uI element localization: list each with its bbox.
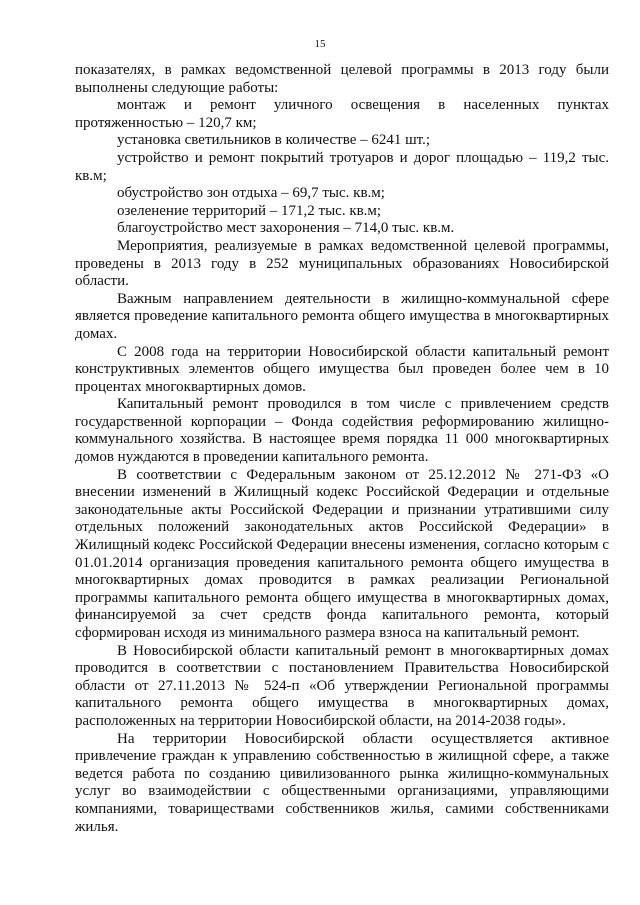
paragraph: На территории Новосибирской области осуществляется активное привлечение граждан к управлению собственностью в жилищной сфере, а также ведется работа по созданию цивилизованного рынка жилищно-коммунальных услуг во взаимодействии с общественными организациями, управляющими компаниями, товариществами собственников жилья, самими собственниками жилья. (75, 730, 609, 835)
paragraph: Мероприятия, реализуемые в рамках ведомственной целевой программы, проведены в 2013 году в 252 муниципальных образованиях Новосибирской области. (75, 237, 609, 290)
document-body (75, 62, 609, 836)
paragraph: обустройство зон отдыха – 69,7 тыс. кв.м; (117, 185, 385, 202)
paragraph: установка светильников в количестве – 6241 шт.; (117, 132, 431, 149)
page-number: 15 (314, 38, 326, 50)
paragraph: В соответствии с Федеральным законом от 25.12.2012 № 271-ФЗ «О внесении изменений в Жилищный кодекс Российской Федерации и отдельные законодательные акты Российской Федерации и признании утратившими силу отдельных положений законодательных актов Российской Федерации» в Жилищный кодекс Российской Федерации внесены изменения, согласно которым с 01.01.2014 организация проведения капитального ремонта общего имущества в многоквартирных домах проводится в рамках реализации Региональной программы капитального ремонта общего имущества в многоквартирных домах, финансируемой за счет средств фонда капитального ремонта, который сформирован исходя из минимального размера взноса на капитальный ремонт. (75, 466, 609, 641)
paragraph: монтаж и ремонт уличного освещения в населенных пунктах протяженностью – 120,7 км; (75, 97, 609, 131)
paragraph: благоустройство мест захоронения – 714,0 тыс. кв.м. (117, 220, 455, 237)
paragraph: Важным направлением деятельности в жилищно-коммунальной сфере является проведение капитального ремонта общего имущества в многоквартирных домах. (75, 290, 609, 342)
paragraph: Капитальный ремонт проводился в том числе с привлечением средств государственной корпорации – Фонда содействия реформированию жилищно-коммунального хозяйства. В настоящее время порядка 11 000 многоквартирных домов нуждаются в проведении капитального ремонта. (75, 396, 609, 466)
paragraph: В Новосибирской области капитальный ремонт в многоквартирных домах проводится в соответствии с постановлением Правительства Новосибирской области от 27.11.2013 № 524-п «Об утверждении Региональной программы капитального ремонта общего имущества в многоквартирных домах, расположенных на территории Новосибирской области, на 2014-2038 годы». (75, 642, 609, 729)
paragraph: озеленение территорий – 171,2 тыс. кв.м; (117, 202, 382, 219)
paragraph: устройство и ремонт покрытий тротуаров и дорог площадью – 119,2 тыс. кв.м; (75, 149, 609, 184)
paragraph: С 2008 года на территории Новосибирской области капитальный ремонт конструктивных элементов общего имущества был проведен более чем в 10 процентах многоквартирных домов. (75, 343, 609, 395)
paragraph: показателях, в рамках ведомственной целевой программы в 2013 году были выполнены следующие работы: (75, 62, 609, 96)
